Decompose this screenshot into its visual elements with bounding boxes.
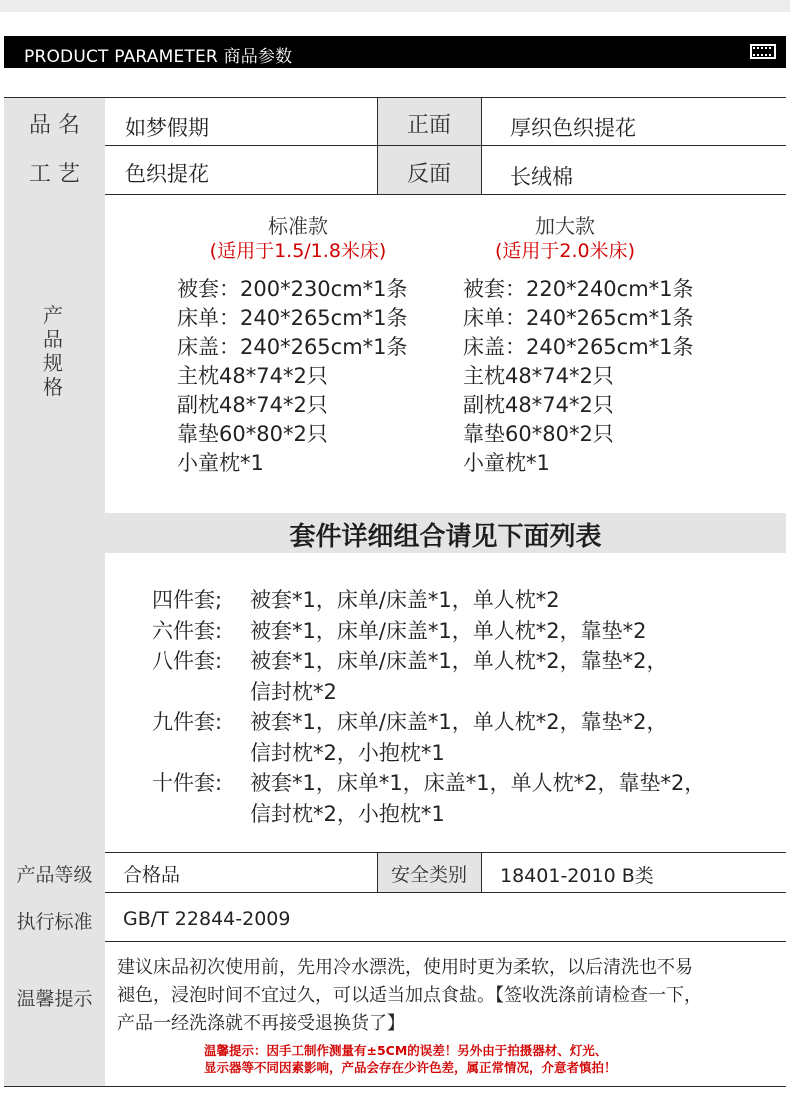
standard-title: 标准款	[268, 214, 328, 238]
grade-value: 合格品	[123, 864, 181, 886]
back-value: 长绒棉	[510, 165, 573, 189]
disclaimer-line: 显示器等不同因素影响，产品会存在少许色差，属正常情况，介意者慎拍！	[204, 1060, 617, 1075]
spec-item: 主枕48*74*2只	[463, 364, 614, 388]
standard-value: GB/T 22844-2009	[123, 908, 291, 930]
back-label: 反面	[406, 162, 451, 187]
spec-item: 小童枕*1	[463, 451, 550, 475]
name-label: 品 名	[29, 113, 80, 138]
large-note: (适用于2.0米床)	[494, 240, 636, 262]
divider	[481, 853, 482, 892]
spec-item: 小童枕*1	[177, 451, 264, 475]
divider	[481, 98, 482, 194]
top-band	[0, 0, 790, 12]
set-contents: 信封枕*2，小抱枕*1	[250, 740, 445, 765]
section-header	[4, 36, 786, 68]
divider	[105, 892, 786, 893]
divider	[105, 194, 786, 195]
label-column-bg	[4, 98, 105, 1086]
set-name: 六件套:	[152, 618, 223, 643]
divider	[105, 852, 786, 853]
tips-text	[117, 954, 702, 1038]
craft-value: 色织提花	[125, 162, 209, 186]
front-value: 厚织色织提花	[510, 116, 636, 140]
spec-label: 产品规格	[43, 303, 63, 399]
tips-line: 建议床品初次使用前，先用冷水漂洗，使用时更为柔软，以后清洗也不易	[117, 957, 693, 978]
safety-label: 安全类别	[390, 864, 467, 886]
spec-item: 床盖：240*265cm*1条	[177, 335, 408, 359]
tips-line: 产品一经洗涤就不再接受退换货了】	[117, 1013, 405, 1034]
craft-label: 工 艺	[29, 162, 80, 187]
front-label: 正面	[406, 113, 451, 138]
safety-value: 18401-2010 B类	[500, 865, 654, 887]
standard-note: (适用于1.5/1.8米床)	[209, 240, 387, 262]
name-value: 如梦假期	[125, 116, 209, 140]
set-contents: 信封枕*2	[250, 679, 337, 704]
set-contents: 被套*1，床单/床盖*1，单人枕*2，靠垫*2	[250, 618, 647, 643]
spec-item: 床单：240*265cm*1条	[463, 306, 694, 330]
set-contents: 被套*1，床单/床盖*1，单人枕*2，靠垫*2，	[250, 649, 668, 673]
header-title: PRODUCT PARAMETER 商品参数	[24, 47, 293, 67]
spec-item: 床盖：240*265cm*1条	[463, 335, 694, 359]
set-name: 九件套:	[152, 710, 223, 734]
spec-item: 被套：220*240cm*1条	[463, 277, 694, 301]
spec-item: 床单：240*265cm*1条	[177, 306, 408, 330]
set-name: 四件套;	[152, 588, 223, 612]
spec-item: 副枕48*74*2只	[177, 393, 328, 417]
set-name: 十件套:	[152, 771, 223, 795]
tips-label: 温馨提示	[16, 988, 93, 1010]
spec-item: 靠垫60*80*2只	[463, 422, 614, 446]
spec-item: 靠垫60*80*2只	[177, 422, 328, 446]
film-icon	[750, 44, 776, 59]
set-contents: 被套*1，床单/床盖*1，单人枕*2，靠垫*2，	[250, 710, 668, 734]
set-contents: 信封枕*2，小抱枕*1	[250, 801, 445, 826]
grade-label: 产品等级	[16, 864, 93, 886]
set-contents: 被套*1，床单*1，床盖*1，单人枕*2，靠垫*2，	[250, 771, 706, 795]
divider	[105, 145, 786, 146]
divider	[105, 941, 786, 942]
standard-label: 执行标准	[16, 911, 93, 933]
tips-line: 褪色，浸泡时间不宜过久，可以适当加点食盐。【签收洗涤前请检查一下，	[117, 985, 702, 1006]
spec-item: 副枕48*74*2只	[463, 393, 614, 417]
set-contents: 被套*1，床单/床盖*1，单人枕*2	[250, 588, 560, 612]
spec-item: 被套：200*230cm*1条	[177, 277, 408, 301]
large-title: 加大款	[535, 214, 595, 238]
disclaimer-line: 温馨提示：因手工制作测量有±5CM的误差！另外由于拍摄器材、灯光、	[204, 1043, 608, 1058]
large-spec-list	[463, 275, 694, 478]
divider	[4, 1086, 786, 1087]
divider	[4, 97, 786, 98]
set-name: 八件套:	[152, 649, 223, 673]
standard-spec-list	[177, 275, 408, 478]
spec-item: 主枕48*74*2只	[177, 364, 328, 388]
sets-title: 套件详细组合请见下面列表	[289, 522, 602, 552]
disclaimer	[204, 1042, 617, 1076]
